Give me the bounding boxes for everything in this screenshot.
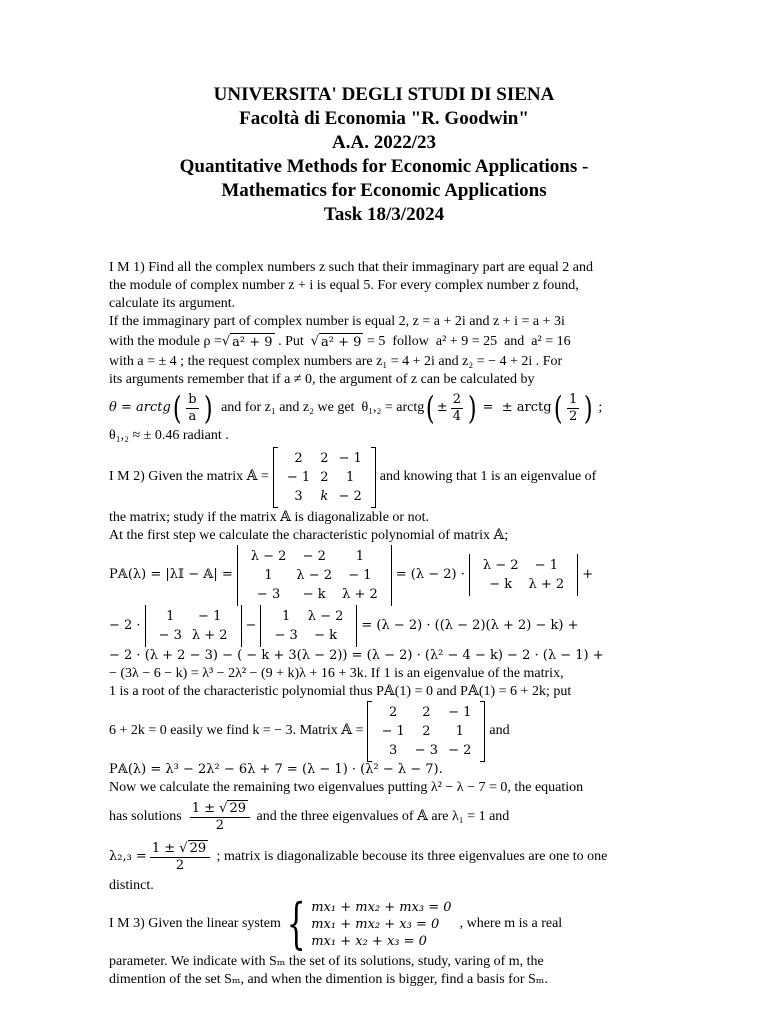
- im1-answer-1: If the immaginary part of complex number is equal 2, z = a + 2i and z + i = a + 3i: [109, 314, 565, 329]
- im1-a2-text-c: = 5 follow a² + 9 = 25 and a² = 16: [363, 334, 571, 349]
- university-name: UNIVERSITA' DEGLI STUDI DI SIENA: [213, 84, 555, 105]
- faculty-name: Facoltà di Economia "R. Goodwin": [239, 108, 529, 129]
- determinant-2x2-a: λ − 2 − 1 − k λ + 2: [469, 554, 578, 596]
- char-poly-line-2: − 2 · 1 − 1 − 3 λ + 2 − 1 λ − 2 − 3 − k = (λ − 2) · ((λ − 2)(λ + 2) − k) +: [109, 605, 657, 647]
- im3-question-2: parameter. We indicate with Sₘ the set of its solutions, study, varing of m, the: [109, 954, 544, 969]
- im2-answer-1: At the first step we calculate the characteristic polynomial of matrix 𝔸;: [109, 528, 509, 543]
- im2-question-2: the matrix; study if the matrix 𝔸 is diagonalizable or not.: [109, 510, 429, 525]
- eigen-line-1: Now we calculate the remaining two eigenvalues putting λ² − λ − 7 = 0, the equation: [109, 780, 584, 795]
- determinant-3x3: λ − 2 − 2 1 1 λ − 2 − 1 − 3 − k λ + 2: [237, 545, 392, 606]
- im1-a2-text-b: . Put: [274, 334, 311, 349]
- matrix-a-k-minus-3: 2 2 − 1 − 1 2 1 3 − 3 − 2: [367, 701, 485, 762]
- eigen-distinct: distinct.: [109, 878, 154, 893]
- fraction-lambda-2-3: $\frac{1 \pm √ 29}{2}$: [150, 841, 210, 874]
- linear-system: mx₁ + mx₂ + mx₃ = 0 mx₁ + mx₂ + x₃ = 0 mx₁ + x₂ + x₃ = 0: [311, 899, 452, 949]
- im1-question-1: I M 1) Find all the complex numbers z such that their immaginary part are equal 2 and: [109, 260, 594, 275]
- matrix-a: 2 2 − 1 − 1 2 1 3 k − 2: [273, 447, 376, 508]
- im1-question-3: calculate its argument.: [109, 296, 236, 311]
- im1-a5-text-b: and for z₁ and z₂ we get θ₁,₂ = arctg: [214, 400, 425, 415]
- fraction-b-a: $\frac{b}{a}$: [188, 391, 197, 424]
- im1-answer-5: θ = arctg ( $\frac{b}{a}$ ) and for z₁ and z₂ we get θ₁,₂ = arctg ( ± $\frac{2}{4}$ ) = ± arctg ( $\frac{1}{2}$ ) ;: [109, 389, 603, 427]
- sqrt-expr-2: a² + 9: [321, 334, 362, 350]
- academic-year: A.A. 2022/23: [332, 132, 436, 153]
- im1-answer-2: with the module ρ = √ a² + 9 . Put √ a² + 9 = 5 follow a² + 9 = 25 and a² = 16: [109, 334, 571, 350]
- im1-answer-6: θ₁,₂ ≈ ± 0.46 radiant .: [109, 428, 229, 443]
- im3-question-1: I M 3) Given the linear system { mx₁ + mx₂ + mx₃ = 0 mx₁ + mx₂ + x₃ = 0 mx₁ + x₂ + x₃ = 0 , where m is a real: [109, 892, 563, 955]
- determinant-2x2-b: 1 − 1 − 3 λ + 2: [145, 605, 242, 647]
- im1-question-2: the module of complex number z + i is equal 5. For every complex number z found,: [109, 278, 579, 293]
- fraction-1-2: $\frac{1}{2}$: [569, 391, 578, 424]
- im2-question-1: I M 2) Given the matrix 𝔸 = 2 2 − 1 − 1 2 1 3 k − 2 and knowing that 1 is an eigenvalue of: [109, 445, 657, 509]
- im1-answer-4: its arguments remember that if a ≠ 0, the argument of z can be calculated by: [109, 372, 535, 387]
- fraction-eigen-solutions: $\frac{1 \pm √ 29}{2}$: [190, 801, 250, 834]
- char-poly-line-4: − (3λ − 6 − k) = λ³ − 2λ² − (9 + k)λ + 16 + 3k. If 1 is an eigenvalue of the matrix,: [109, 666, 564, 681]
- system-brace: {: [286, 892, 306, 955]
- matrix-a2-line: 6 + 2k = 0 easily we find k = − 3. Matrix 𝔸 = 2 2 − 1 − 1 2 1 3 − 3 − 2 and: [109, 701, 657, 761]
- fraction-2-4: $\frac{2}{4}$: [452, 391, 461, 424]
- header: [0, 83, 768, 227]
- determinant-2x2-c: 1 λ − 2 − 3 − k: [260, 605, 357, 647]
- document-body: [109, 259, 657, 989]
- sqrt-expr-1: a² + 9: [232, 334, 273, 350]
- course-title-1: Quantitative Methods for Economic Applications -: [179, 156, 589, 177]
- task-date: Task 18/3/2024: [323, 204, 445, 225]
- im1-answer-3: with a = ± 4 ; the request complex numbers are z₁ = 4 + 2i and z₂ = − 4 + 2i . For: [109, 354, 563, 369]
- theta-formula: θ = arctg: [109, 400, 171, 415]
- eigen-solutions-line: has solutions $\frac{1 \pm √ 29}{2}$ and the three eigenvalues of 𝔸 are λ₁ = 1 and: [109, 800, 510, 833]
- char-poly-factored: P𝔸(λ) = λ³ − 2λ² − 6λ + 7 = (λ − 1) · (λ² − λ − 7).: [109, 762, 443, 777]
- char-poly-line-1: P𝔸(λ) = |λ𝕀 − 𝔸| = λ − 2 − 2 1 1 λ − 2 − 1 − 3 − k λ + 2 = (λ − 2) · λ − 2 − 1 − k λ + 2 +: [109, 545, 657, 605]
- eigen-values-line: λ₂,₃ = $\frac{1 \pm √ 29}{2}$ ; matrix is diagonalizable becouse its three eigenvalues are one to one: [109, 840, 608, 873]
- char-poly-line-3: − 2 · (λ + 2 − 3) − ( − k + 3(λ − 2)) = (λ − 2) · (λ² − 4 − k) − 2 · (λ − 1) +: [109, 648, 604, 663]
- im1-a2-text-a: with the module ρ =: [109, 334, 222, 349]
- char-poly-line-5: 1 is a root of the characteristic polynomial thus P𝔸(1) = 0 and P𝔸(1) = 6 + 2k; put: [109, 684, 572, 699]
- course-title-2: Mathematics for Economic Applications: [221, 180, 547, 201]
- im3-question-3: dimention of the set Sₘ, and when the dimention is bigger, find a basis for Sₘ.: [109, 972, 548, 987]
